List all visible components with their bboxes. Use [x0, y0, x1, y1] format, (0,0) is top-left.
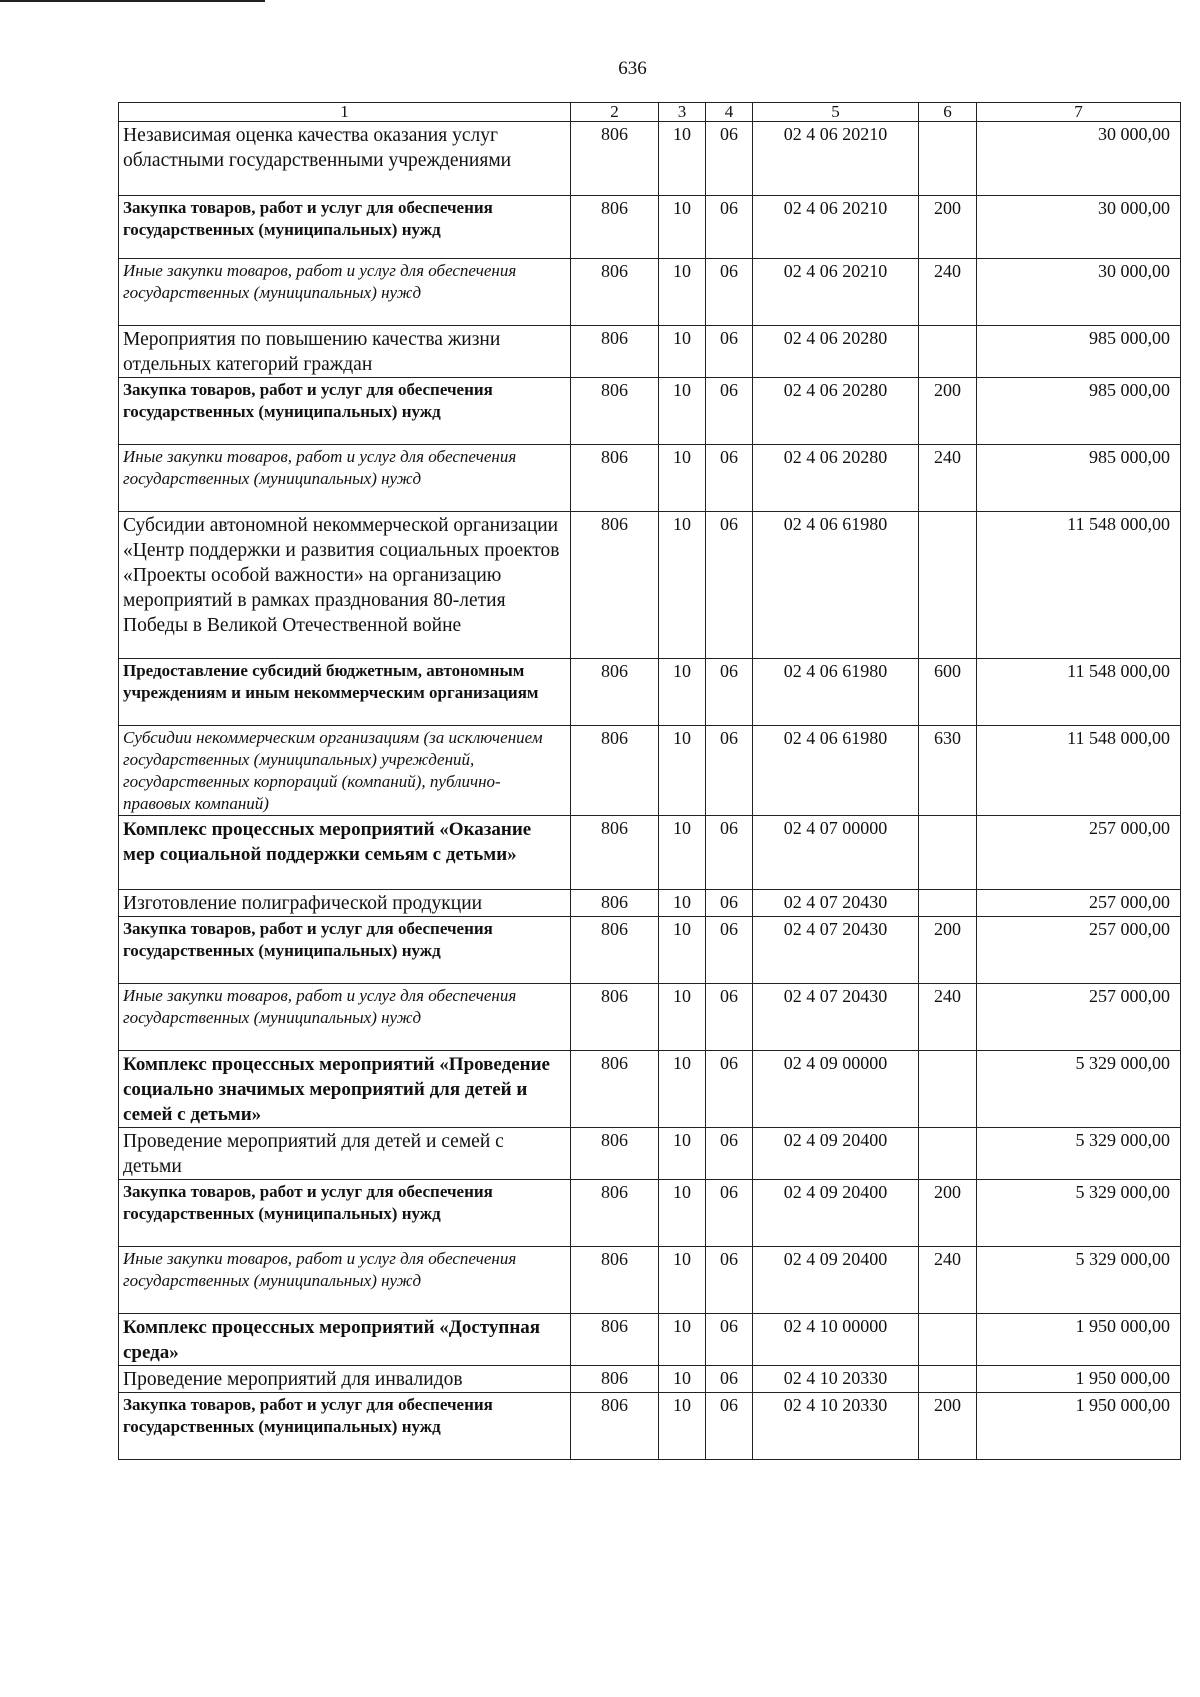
- table-row: [119, 512, 1181, 659]
- row-expense-type: [919, 122, 977, 196]
- row-ministry-code: 806: [571, 890, 659, 917]
- column-header: 6: [919, 103, 977, 122]
- row-name: Комплекс процессных мероприятий «Доступная среда»: [119, 1314, 571, 1366]
- row-name: Иные закупки товаров, работ и услуг для обеспечения государственных (муниципальных) нужд: [119, 445, 571, 512]
- row-target-article: 02 4 07 20430: [753, 917, 919, 984]
- row-amount: 30 000,00: [977, 259, 1181, 326]
- row-name: Закупка товаров, работ и услуг для обеспечения государственных (муниципальных) нужд: [119, 196, 571, 259]
- row-subsection-code: 06: [706, 1051, 753, 1128]
- row-target-article: 02 4 10 00000: [753, 1314, 919, 1366]
- row-ministry-code: 806: [571, 326, 659, 378]
- row-section-code: 10: [659, 917, 706, 984]
- row-expense-type: [919, 816, 977, 890]
- row-name: Закупка товаров, работ и услуг для обеспечения государственных (муниципальных) нужд: [119, 1393, 571, 1460]
- table-row: [119, 1051, 1181, 1128]
- row-ministry-code: 806: [571, 659, 659, 726]
- row-name: Закупка товаров, работ и услуг для обеспечения государственных (муниципальных) нужд: [119, 917, 571, 984]
- row-target-article: 02 4 10 20330: [753, 1393, 919, 1460]
- row-name: Проведение мероприятий для детей и семей с детьми: [119, 1128, 571, 1180]
- row-section-code: 10: [659, 1314, 706, 1366]
- row-subsection-code: 06: [706, 816, 753, 890]
- row-subsection-code: 06: [706, 1180, 753, 1247]
- row-subsection-code: 06: [706, 1393, 753, 1460]
- row-expense-type: 200: [919, 378, 977, 445]
- row-ministry-code: 806: [571, 1128, 659, 1180]
- row-name: Изготовление полиграфической продукции: [119, 890, 571, 917]
- row-name: Иные закупки товаров, работ и услуг для обеспечения государственных (муниципальных) нужд: [119, 1247, 571, 1314]
- row-amount: 257 000,00: [977, 816, 1181, 890]
- row-target-article: 02 4 07 20430: [753, 890, 919, 917]
- row-subsection-code: 06: [706, 445, 753, 512]
- row-expense-type: 200: [919, 196, 977, 259]
- row-target-article: 02 4 09 20400: [753, 1128, 919, 1180]
- row-ministry-code: 806: [571, 816, 659, 890]
- table-row: [119, 122, 1181, 196]
- row-amount: 11 548 000,00: [977, 659, 1181, 726]
- row-name: Проведение мероприятий для инвалидов: [119, 1366, 571, 1393]
- row-amount: 5 329 000,00: [977, 1051, 1181, 1128]
- row-ministry-code: 806: [571, 1180, 659, 1247]
- row-subsection-code: 06: [706, 259, 753, 326]
- row-expense-type: 240: [919, 445, 977, 512]
- row-name: Предоставление субсидий бюджетным, автономным учреждениям и иным некоммерческим организациям: [119, 659, 571, 726]
- row-name: Мероприятия по повышению качества жизни отдельных категорий граждан: [119, 326, 571, 378]
- column-header: 4: [706, 103, 753, 122]
- table-row: [119, 1247, 1181, 1314]
- table-row: [119, 378, 1181, 445]
- row-target-article: 02 4 06 61980: [753, 659, 919, 726]
- row-section-code: 10: [659, 259, 706, 326]
- row-name: Комплекс процессных мероприятий «Проведение социально значимых мероприятий для детей и семей с детьми»: [119, 1051, 571, 1128]
- row-ministry-code: 806: [571, 196, 659, 259]
- row-name: Иные закупки товаров, работ и услуг для обеспечения государственных (муниципальных) нужд: [119, 259, 571, 326]
- row-name: Иные закупки товаров, работ и услуг для обеспечения государственных (муниципальных) нужд: [119, 984, 571, 1051]
- row-subsection-code: 06: [706, 1314, 753, 1366]
- row-section-code: 10: [659, 512, 706, 659]
- row-name: Закупка товаров, работ и услуг для обеспечения государственных (муниципальных) нужд: [119, 378, 571, 445]
- row-ministry-code: 806: [571, 1051, 659, 1128]
- row-subsection-code: 06: [706, 196, 753, 259]
- row-amount: 5 329 000,00: [977, 1180, 1181, 1247]
- row-ministry-code: 806: [571, 984, 659, 1051]
- row-target-article: 02 4 06 20280: [753, 378, 919, 445]
- row-section-code: 10: [659, 1366, 706, 1393]
- row-subsection-code: 06: [706, 890, 753, 917]
- row-ministry-code: 806: [571, 512, 659, 659]
- top-rule: [0, 0, 265, 2]
- row-expense-type: [919, 512, 977, 659]
- row-name: Закупка товаров, работ и услуг для обеспечения государственных (муниципальных) нужд: [119, 1180, 571, 1247]
- row-target-article: 02 4 06 20280: [753, 445, 919, 512]
- row-amount: 30 000,00: [977, 196, 1181, 259]
- row-target-article: 02 4 09 20400: [753, 1247, 919, 1314]
- row-expense-type: 600: [919, 659, 977, 726]
- row-subsection-code: 06: [706, 659, 753, 726]
- table-row: [119, 1366, 1181, 1393]
- table-row: [119, 659, 1181, 726]
- row-ministry-code: 806: [571, 1314, 659, 1366]
- column-header: 1: [119, 103, 571, 122]
- row-subsection-code: 06: [706, 1247, 753, 1314]
- row-target-article: 02 4 09 00000: [753, 1051, 919, 1128]
- table-row: [119, 1393, 1181, 1460]
- row-ministry-code: 806: [571, 1393, 659, 1460]
- row-amount: 985 000,00: [977, 445, 1181, 512]
- row-section-code: 10: [659, 445, 706, 512]
- row-ministry-code: 806: [571, 378, 659, 445]
- row-amount: 30 000,00: [977, 122, 1181, 196]
- row-section-code: 10: [659, 1180, 706, 1247]
- row-target-article: 02 4 06 61980: [753, 512, 919, 659]
- row-target-article: 02 4 06 20280: [753, 326, 919, 378]
- row-amount: 985 000,00: [977, 326, 1181, 378]
- row-target-article: 02 4 06 20210: [753, 196, 919, 259]
- row-subsection-code: 06: [706, 512, 753, 659]
- row-expense-type: [919, 1128, 977, 1180]
- row-amount: 1 950 000,00: [977, 1366, 1181, 1393]
- page-number: 636: [618, 58, 647, 79]
- row-section-code: 10: [659, 122, 706, 196]
- row-expense-type: [919, 1366, 977, 1393]
- row-ministry-code: 806: [571, 726, 659, 816]
- row-ministry-code: 806: [571, 917, 659, 984]
- row-expense-type: 200: [919, 1393, 977, 1460]
- row-amount: 11 548 000,00: [977, 512, 1181, 659]
- row-subsection-code: 06: [706, 326, 753, 378]
- row-expense-type: [919, 890, 977, 917]
- budget-table: [118, 102, 1181, 1460]
- row-target-article: 02 4 07 20430: [753, 984, 919, 1051]
- table-header-row: [119, 103, 1181, 122]
- row-section-code: 10: [659, 1393, 706, 1460]
- row-section-code: 10: [659, 326, 706, 378]
- row-amount: 257 000,00: [977, 984, 1181, 1051]
- row-amount: 11 548 000,00: [977, 726, 1181, 816]
- table-row: [119, 259, 1181, 326]
- table-row: [119, 917, 1181, 984]
- table-row: [119, 1180, 1181, 1247]
- row-target-article: 02 4 06 20210: [753, 122, 919, 196]
- row-ministry-code: 806: [571, 1247, 659, 1314]
- row-expense-type: 240: [919, 259, 977, 326]
- row-expense-type: 200: [919, 917, 977, 984]
- row-subsection-code: 06: [706, 917, 753, 984]
- row-ministry-code: 806: [571, 1366, 659, 1393]
- table-row: [119, 445, 1181, 512]
- row-section-code: 10: [659, 196, 706, 259]
- row-subsection-code: 06: [706, 378, 753, 445]
- row-ministry-code: 806: [571, 122, 659, 196]
- row-section-code: 10: [659, 378, 706, 445]
- row-section-code: 10: [659, 1247, 706, 1314]
- column-header: 7: [977, 103, 1181, 122]
- row-subsection-code: 06: [706, 726, 753, 816]
- row-amount: 257 000,00: [977, 917, 1181, 984]
- column-header: 3: [659, 103, 706, 122]
- row-ministry-code: 806: [571, 445, 659, 512]
- row-expense-type: 200: [919, 1180, 977, 1247]
- row-section-code: 10: [659, 1051, 706, 1128]
- table-row: [119, 1314, 1181, 1366]
- row-amount: 257 000,00: [977, 890, 1181, 917]
- row-expense-type: [919, 1314, 977, 1366]
- table-row: [119, 326, 1181, 378]
- row-section-code: 10: [659, 984, 706, 1051]
- row-amount: 5 329 000,00: [977, 1128, 1181, 1180]
- column-header: 2: [571, 103, 659, 122]
- row-section-code: 10: [659, 726, 706, 816]
- row-subsection-code: 06: [706, 1366, 753, 1393]
- row-name: Независимая оценка качества оказания услуг областными государственными учреждениями: [119, 122, 571, 196]
- column-header: 5: [753, 103, 919, 122]
- row-expense-type: 240: [919, 1247, 977, 1314]
- row-expense-type: [919, 326, 977, 378]
- row-target-article: 02 4 09 20400: [753, 1180, 919, 1247]
- row-subsection-code: 06: [706, 984, 753, 1051]
- row-amount: 1 950 000,00: [977, 1314, 1181, 1366]
- row-subsection-code: 06: [706, 122, 753, 196]
- row-name: Субсидии некоммерческим организациям (за исключением государственных (муниципальных) учреждений, государственных корпораций (компаний), публично-правовых компаний): [119, 726, 571, 816]
- row-name: Комплекс процессных мероприятий «Оказание мер социальной поддержки семьям с детьми»: [119, 816, 571, 890]
- row-expense-type: [919, 1051, 977, 1128]
- row-amount: 985 000,00: [977, 378, 1181, 445]
- row-expense-type: 240: [919, 984, 977, 1051]
- table-row: [119, 726, 1181, 816]
- row-target-article: 02 4 07 00000: [753, 816, 919, 890]
- table-row: [119, 196, 1181, 259]
- row-ministry-code: 806: [571, 259, 659, 326]
- row-amount: 5 329 000,00: [977, 1247, 1181, 1314]
- table-row: [119, 1128, 1181, 1180]
- table-row: [119, 890, 1181, 917]
- row-amount: 1 950 000,00: [977, 1393, 1181, 1460]
- row-subsection-code: 06: [706, 1128, 753, 1180]
- table-row: [119, 816, 1181, 890]
- row-target-article: 02 4 06 20210: [753, 259, 919, 326]
- row-expense-type: 630: [919, 726, 977, 816]
- row-section-code: 10: [659, 1128, 706, 1180]
- row-target-article: 02 4 10 20330: [753, 1366, 919, 1393]
- table-row: [119, 984, 1181, 1051]
- row-section-code: 10: [659, 659, 706, 726]
- row-section-code: 10: [659, 816, 706, 890]
- row-target-article: 02 4 06 61980: [753, 726, 919, 816]
- row-section-code: 10: [659, 890, 706, 917]
- row-name: Субсидии автономной некоммерческой организации «Центр поддержки и развития социальных проектов «Проекты особой важности» на организацию мероприятий в рамках празднования 80-летия Победы в Великой Отечественной войне: [119, 512, 571, 659]
